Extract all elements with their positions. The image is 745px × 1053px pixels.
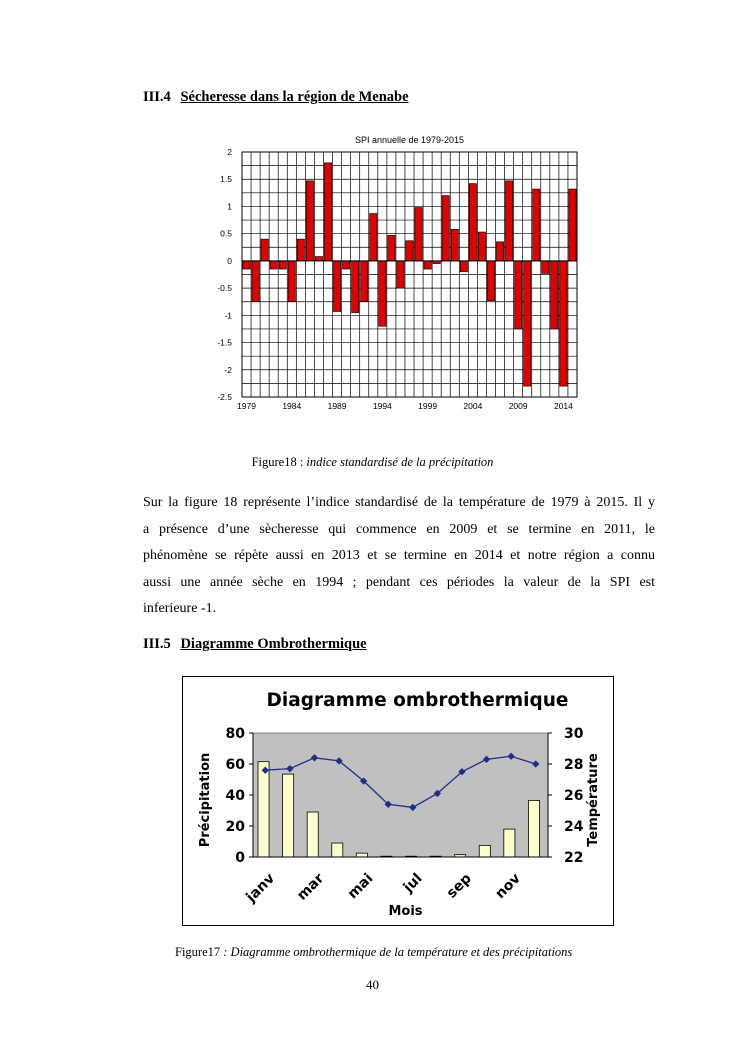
y-tick-label: 0 [227, 255, 232, 266]
paragraph-line: aussi une année sèche en 1994 ; pendant ces périodes la valeur de la SPI est [143, 574, 655, 590]
precip-bar [332, 843, 343, 857]
spi-bar [415, 208, 422, 261]
y-tick-label: 0 [235, 850, 245, 866]
spi-bar [406, 241, 413, 261]
spi-bar [487, 261, 494, 301]
y2-tick-label: 22 [564, 850, 584, 866]
spi-bar [451, 229, 458, 261]
spi-bar [397, 261, 404, 288]
chart-title: SPI annuelle de 1979-2015 [354, 135, 465, 145]
caption-label: Figure17 [175, 945, 221, 959]
spi-bar [379, 261, 386, 326]
ombro-chart [182, 676, 614, 926]
y2-tick-label: 26 [564, 788, 584, 804]
x-tick-label: 2009 [508, 401, 528, 411]
x-category-label: jul [400, 870, 426, 896]
paragraph-line: Sur la figure 18 représente l’indice standardisé de la température de 1979 à 2015. Il y [143, 495, 655, 510]
spi-bar [560, 261, 567, 386]
spi-bar [270, 261, 277, 269]
paragraph-line: inferieure -1. [143, 601, 217, 616]
spi-bar [533, 189, 540, 261]
precip-bar [307, 812, 318, 857]
figure18-caption [0, 455, 745, 470]
spi-bar [343, 261, 350, 269]
section-title: Diagramme Ombrothermique [180, 636, 367, 652]
precip-bar [479, 845, 490, 857]
spi-bar [424, 261, 431, 269]
x-tick-label: 1989 [327, 401, 347, 411]
x-category-label: mar [294, 870, 328, 904]
spi-bar [469, 184, 476, 261]
x-tick-label: 1979 [237, 401, 256, 411]
page-number: 40 [366, 977, 379, 992]
y-tick-label: 40 [225, 788, 245, 804]
spi-bar [324, 163, 331, 261]
x-tick-label: 2004 [463, 401, 483, 411]
y-tick-label: 1.5 [220, 174, 232, 185]
section-title: Sécheresse dans la région de Menabe [180, 89, 409, 105]
y-tick-label: -0.5 [217, 283, 232, 294]
spi-bar [261, 239, 268, 261]
x-tick-label: 1984 [282, 401, 302, 411]
y2-tick-label: 28 [564, 757, 584, 773]
section-heading-spi [143, 89, 409, 106]
precip-bar [504, 829, 515, 857]
spi-bar [279, 261, 286, 269]
y-tick-label: -1 [224, 310, 232, 321]
chart-title: Diagramme ombrothermique [266, 690, 569, 711]
x-tick-label: 2014 [553, 401, 573, 411]
spi-bar [288, 261, 295, 302]
spi-bar [315, 257, 322, 261]
caption-text: indice standardisé de la précipitation [306, 455, 494, 469]
spi-bar [460, 261, 467, 272]
spi-bar [333, 261, 340, 312]
spi-bar [370, 214, 377, 261]
spi-bar [252, 261, 259, 302]
section-number: III.4 [143, 89, 171, 105]
spi-bar [297, 239, 304, 261]
caption-label: Figure18 : [251, 455, 307, 469]
x-category-label: janv [243, 870, 279, 906]
spi-bar [505, 181, 512, 261]
spi-bar [478, 232, 485, 261]
spi-chart [200, 130, 600, 420]
precip-bar [283, 774, 294, 857]
x-category-label: sep [443, 870, 475, 902]
y-tick-label: 60 [225, 757, 245, 773]
y2-axis-title: Température [586, 753, 601, 847]
precip-bar [356, 853, 367, 857]
paragraph-line: phénomène se répète aussi en 2013 et se termine en 2014 et notre région a connu [143, 548, 655, 563]
caption-text: : Diagramme ombrothermique de la température et des précipitations [220, 945, 573, 959]
y-tick-label: 20 [225, 819, 245, 835]
spi-bar [551, 261, 558, 329]
y-tick-label: 80 [225, 726, 245, 742]
y-tick-label: 1 [227, 201, 232, 212]
spi-bar [306, 181, 313, 261]
section-heading-ombro [143, 636, 367, 653]
spi-bar [442, 196, 449, 261]
y-tick-label: 2 [227, 147, 232, 157]
spi-bar [361, 261, 368, 302]
spi-bar [388, 235, 395, 261]
x-axis-title: Mois [388, 904, 423, 919]
spi-bar [243, 261, 250, 269]
x-category-label: mai [344, 870, 377, 903]
x-tick-label: 1999 [418, 401, 438, 411]
body-paragraph [143, 490, 655, 623]
precip-bar [258, 762, 269, 857]
y-tick-label: -2 [224, 364, 232, 375]
spi-bar [496, 242, 503, 261]
section-number: III.5 [143, 636, 171, 652]
x-tick-label: 1994 [372, 401, 392, 411]
spi-bar [524, 261, 531, 386]
spi-bar [352, 261, 359, 313]
y-tick-label: 0.5 [220, 228, 232, 239]
paragraph-line: a présence d’une sècheresse qui commence en 2009 et se termine en 2011, le [143, 521, 655, 537]
spi-bar [569, 189, 576, 261]
y-tick-label: -2.5 [217, 392, 232, 402]
precip-bar [528, 800, 539, 857]
y-tick-label: -1.5 [217, 337, 232, 348]
figure17-caption [175, 945, 572, 960]
y2-tick-label: 30 [564, 726, 584, 742]
spi-bar [542, 261, 549, 274]
y2-tick-label: 24 [564, 819, 584, 835]
x-category-label: nov [492, 870, 524, 903]
y-axis-title: Précipitation [198, 752, 213, 848]
spi-bar [515, 261, 522, 329]
